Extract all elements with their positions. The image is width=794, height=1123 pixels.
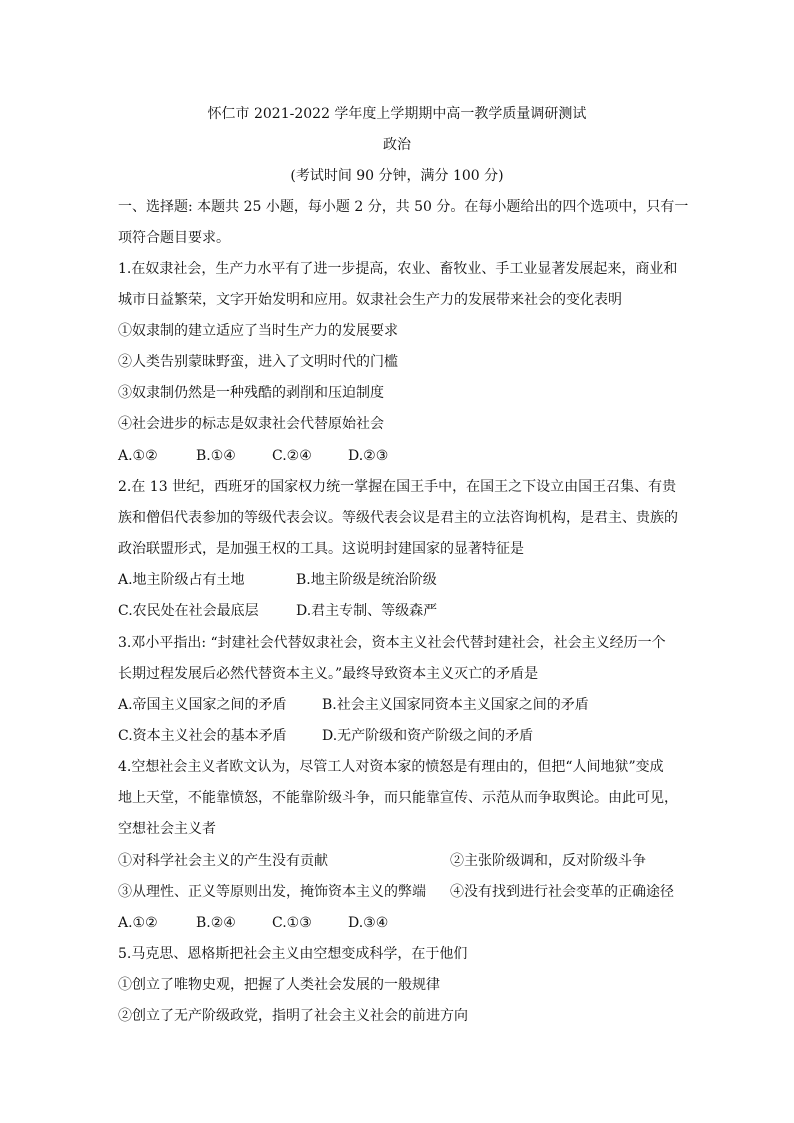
q2-stem-line3: 政治联盟形式，是加强王权的工具。这说明封建国家的显著特征是 [118,541,524,557]
section-intro-line1: 一、选择题: 本题共 25 小题，每小题 2 分，共 50 分。在每小题给出的四个选项中，只有一 [118,199,689,215]
q4-stem-line2: 地上天堂，不能靠愤怒，不能靠阶级斗争，而只能靠宣传、示范从而争取舆论。由此可见， [118,790,678,806]
q5-statement-1: ①创立了唯物史观，把握了人类社会发展的一般规律 [118,977,440,993]
q4-statement-4: ④没有找到进行社会变革的正确途径 [450,884,674,900]
q2-option-d: D.君主专制、等级森严 [296,603,438,619]
exam-info: (考试时间 90 分钟，满分 100 分) [290,168,504,184]
q5-statement-2: ②创立了无产阶级政党，指明了社会主义社会的前进方向 [118,1008,468,1024]
q3-option-d: D.无产阶级和资产阶级之间的矛盾 [322,728,534,744]
q1-statement-3: ③奴隶制仍然是一种残酷的剥削和压迫制度 [118,385,384,401]
q3-option-b: B.社会主义国家同资本主义国家之间的矛盾 [322,697,589,713]
q3-stem-line1: 3.邓小平指出: “封建社会代替奴隶社会，资本主义社会代替封建社会，社会主义经历一个 [118,635,666,651]
q4-stem-line3: 空想社会主义者 [118,821,216,837]
q2-option-a: A.地主阶级占有土地 [118,572,245,588]
exam-title: 怀仁市 2021-2022 学年度上学期期中高一教学质量调研测试 [207,106,587,122]
q1-stem-line2: 城市日益繁荣，文字开始发明和应用。奴隶社会生产力的发展带来社会的变化表明 [118,292,622,308]
q1-option-a: A.①② [118,448,158,464]
q4-option-a: A.①② [118,915,158,931]
q3-option-a: A.帝国主义国家之间的矛盾 [118,697,287,713]
q4-statement-1: ①对科学社会主义的产生没有贡献 [118,853,328,869]
q4-stem-line1: 4.空想社会主义者欧文认为，尽管工人对资本家的愤怒是有理由的，但把“人间地狱”变成 [118,759,664,775]
q2-stem-line1: 2.在 13 世纪，西班牙的国家权力统一掌握在国王手中，在国王之下设立由国王召集、有贵 [118,479,677,495]
q2-option-c: C.农民处在社会最底层 [118,603,259,619]
q3-stem-line2: 长期过程发展后必然代替资本主义。”最终导致资本主义灭亡的矛盾是 [118,666,539,682]
q3-option-c: C.资本主义社会的基本矛盾 [118,728,287,744]
q1-option-d: D.②③ [348,448,389,464]
q5-stem-line1: 5.马克思、恩格斯把社会主义由空想变成科学，在于他们 [118,946,468,962]
q4-statement-3: ③从理性、正义等原则出发，掩饰资本主义的弊端 [118,884,426,900]
subject-title: 政治 [383,137,411,153]
q2-stem-line2: 族和僧侣代表参加的等级代表会议。等级代表会议是君主的立法咨询机构，是君主、贵族的 [118,510,678,526]
q1-option-c: C.②④ [272,448,312,464]
q4-option-b: B.②④ [196,915,236,931]
q2-option-b: B.地主阶级是统治阶级 [296,572,437,588]
q1-stem-line1: 1.在奴隶社会，生产力水平有了进一步提高，农业、畜牧业、手工业显著发展起来，商业和 [118,261,678,277]
q4-option-c: C.①③ [272,915,312,931]
q1-statement-2: ②人类告别蒙昧野蛮，进入了文明时代的门槛 [118,354,398,370]
q1-option-b: B.①④ [196,448,236,464]
q1-statement-4: ④社会进步的标志是奴隶社会代替原始社会 [118,416,384,432]
q4-option-d: D.③④ [348,915,389,931]
q1-statement-1: ①奴隶制的建立适应了当时生产力的发展要求 [118,323,398,339]
q4-statement-2: ②主张阶级调和，反对阶级斗争 [450,853,646,869]
section-intro-line2: 项符合题目要求。 [118,230,230,246]
